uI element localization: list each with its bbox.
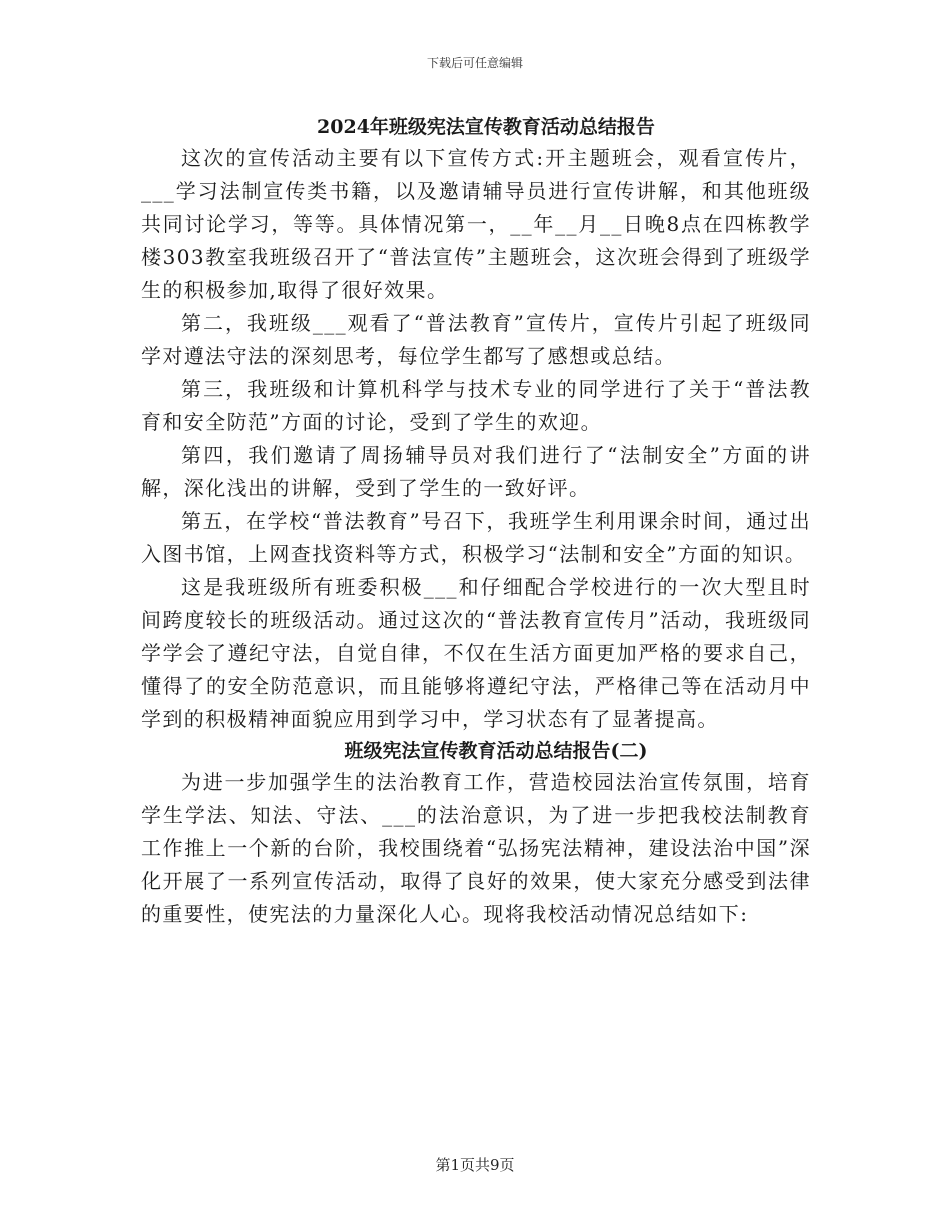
page-number: 第1页共9页 <box>435 1156 515 1174</box>
paragraph: 第五，在学校“普法教育”号召下，我班学生利用课余时间，通过出入图书馆，上网查找资料等方式，积极学习“法制和安全”方面的知识。 <box>141 509 811 566</box>
paragraph: 这是我班级所有班委积极___和仔细配合学校进行的一次大型且时间跨度较长的班级活动。通过这次的“普法教育宣传月”活动，我班级同学学会了遵纪守法，自觉自律，不仅在生活方面更加严格的要求自己，懂得了的安全防范意识，而且能够将遵纪守法，严格律己等在活动月中学到的积极精神面貌应用到学习中，学习状态有了显著提高。 <box>141 575 811 731</box>
paragraph: 第二，我班级___观看了“普法教育”宣传片，宣传片引起了班级同学对遵法守法的深刻思考，每位学生都写了感想或总结。 <box>141 311 811 368</box>
paragraph: 这次的宣传活动主要有以下宣传方式:开主题班会，观看宣传片，___学习法制宣传类书籍，以及邀请辅导员进行宣传讲解，和其他班级共同讨论学习，等等。具体情况第一，__年__月__日晚8点在四栋教学楼303教室我班级召开了“普法宣传”主题班会，这次班会得到了班级学生的积极参加,取得了很好效果。 <box>141 146 811 302</box>
document-title: 2024年班级宪法宣传教育活动总结报告 <box>317 116 655 138</box>
document-body <box>141 112 811 931</box>
section-title: 班级宪法宣传教育活动总结报告(二) <box>344 740 648 762</box>
page-header-note: 下载后可任意编辑 <box>426 56 523 70</box>
paragraph: 为进一步加强学生的法治教育工作，营造校园法治宣传氛围，培育学生学法、知法、守法、___的法治意识，为了进一步把我校法制教育工作推上一个新的台阶，我校围绕着“弘扬宪法精神，建设法治中国”深化开展了一系列宣传活动，取得了良好的效果，使大家充分感受到法律的重要性，使宪法的力量深化人心。现将我校活动情况总结如下: <box>141 770 811 926</box>
paragraph: 第四，我们邀请了周扬辅导员对我们进行了“法制安全”方面的讲解，深化浅出的讲解，受到了学生的一致好评。 <box>141 443 811 500</box>
paragraph: 第三，我班级和计算机科学与技术专业的同学进行了关于“普法教育和安全防范”方面的讨论，受到了学生的欢迎。 <box>141 377 811 434</box>
